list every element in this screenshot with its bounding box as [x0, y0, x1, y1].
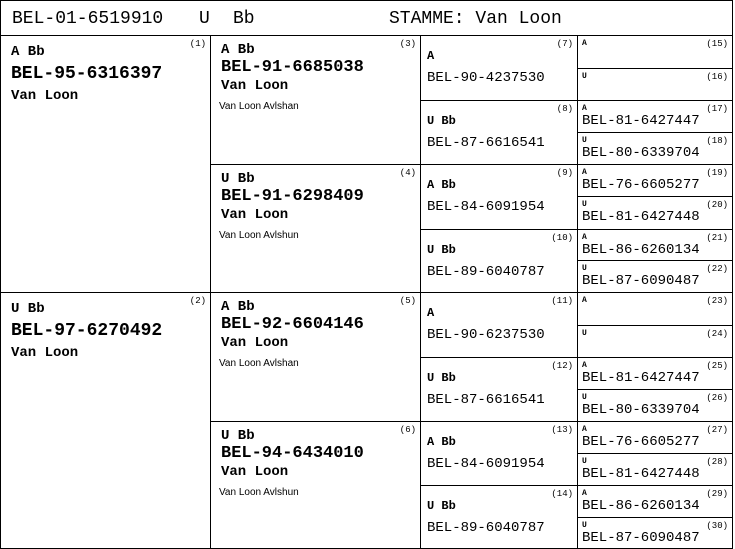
bird-ring-number: BEL-76-6605277: [582, 177, 700, 193]
bird-number: (5): [399, 296, 416, 306]
bird-cell-6: [210, 421, 421, 549]
bird-ring-number: BEL-87-6616541: [427, 392, 545, 408]
bird-number: (8): [556, 104, 573, 114]
bird-cell-26: [577, 389, 733, 422]
bird-cell-3: [210, 35, 421, 165]
bird-cell-28: [577, 453, 733, 486]
bird-sex-color: U Bb: [427, 371, 456, 385]
bird-ring-number: BEL-84-6091954: [427, 199, 545, 215]
bird-number: (14): [551, 489, 573, 499]
bird-sex: U: [582, 457, 587, 466]
bird-ring-number: BEL-87-6090487: [582, 273, 700, 289]
bird-sex: A: [582, 168, 587, 177]
bird-cell-15: [577, 35, 733, 69]
bird-sex: A: [582, 489, 587, 498]
bird-sex-color: A Bb: [221, 42, 255, 58]
bird-cell-30: [577, 517, 733, 549]
bird-note: Van Loon Avlshan: [219, 101, 299, 112]
bird-number: (20): [706, 200, 728, 210]
bird-number: (23): [706, 296, 728, 306]
bird-sex: U: [582, 136, 587, 145]
bird-cell-27: [577, 421, 733, 454]
bird-sex: A: [582, 39, 587, 48]
bird-cell-1: [0, 35, 211, 293]
bird-breeder: Van Loon: [221, 207, 289, 223]
bird-number: (17): [706, 104, 728, 114]
bird-number: (18): [706, 136, 728, 146]
bird-sex: U: [582, 200, 587, 209]
bird-ring-number: BEL-87-6616541: [427, 135, 545, 151]
bird-number: (24): [706, 329, 728, 339]
bird-cell-16: [577, 68, 733, 101]
bird-cell-11: [420, 292, 578, 358]
bird-number: (29): [706, 489, 728, 499]
subject-color: Bb: [233, 9, 255, 29]
bird-ring-number: BEL-86-6260134: [582, 498, 700, 514]
bird-cell-29: [577, 485, 733, 518]
bird-sex: A: [582, 233, 587, 242]
bird-breeder: Van Loon: [11, 345, 79, 361]
bird-ring-number: BEL-94-6434010: [221, 444, 364, 463]
bird-sex: U: [582, 264, 587, 273]
bird-sex-color: U Bb: [427, 243, 456, 257]
bird-cell-7: [420, 35, 578, 101]
bird-sex-color: A Bb: [427, 178, 456, 192]
bird-sex: A: [582, 296, 587, 305]
bird-cell-14: [420, 485, 578, 549]
bird-cell-25: [577, 357, 733, 390]
bird-ring-number: BEL-81-6427448: [582, 209, 700, 225]
bird-sex: A: [582, 104, 587, 113]
bird-number: (12): [551, 361, 573, 371]
bird-ring-number: BEL-90-6237530: [427, 327, 545, 343]
bird-number: (28): [706, 457, 728, 467]
bird-cell-12: [420, 357, 578, 422]
bird-number: (10): [551, 233, 573, 243]
bird-note: Van Loon Avlshun: [219, 230, 299, 241]
bird-number: (15): [706, 39, 728, 49]
bird-cell-18: [577, 132, 733, 165]
bird-sex-color: U Bb: [427, 499, 456, 513]
bird-number: (3): [399, 39, 416, 49]
bird-number: (25): [706, 361, 728, 371]
bird-ring-number: BEL-81-6427447: [582, 370, 700, 386]
bird-sex-color: A: [427, 49, 435, 63]
bird-number: (1): [189, 39, 206, 49]
bird-number: (4): [399, 168, 416, 178]
bird-number: (9): [556, 168, 573, 178]
bird-ring-number: BEL-80-6339704: [582, 402, 700, 418]
bird-number: (26): [706, 393, 728, 403]
bird-breeder: Van Loon: [11, 88, 79, 104]
bird-sex: U: [582, 521, 587, 530]
bird-sex: U: [582, 329, 587, 338]
bird-ring-number: BEL-81-6427448: [582, 466, 700, 482]
bird-sex-color: U Bb: [221, 171, 255, 187]
subject-stamme: STAMME: Van Loon: [389, 9, 562, 29]
bird-number: (30): [706, 521, 728, 531]
bird-cell-9: [420, 164, 578, 230]
bird-ring-number: BEL-84-6091954: [427, 456, 545, 472]
bird-breeder: Van Loon: [221, 464, 289, 480]
bird-cell-19: [577, 164, 733, 197]
bird-ring-number: BEL-95-6316397: [11, 64, 163, 84]
bird-sex: A: [582, 425, 587, 434]
bird-number: (16): [706, 72, 728, 82]
bird-note: Van Loon Avlshun: [219, 487, 299, 498]
bird-number: (2): [189, 296, 206, 306]
bird-cell-21: [577, 229, 733, 261]
bird-cell-8: [420, 100, 578, 165]
bird-number: (19): [706, 168, 728, 178]
bird-ring-number: BEL-97-6270492: [11, 321, 163, 341]
bird-sex-color: U Bb: [11, 301, 45, 317]
bird-ring-number: BEL-89-6040787: [427, 520, 545, 536]
bird-ring-number: BEL-91-6298409: [221, 187, 364, 206]
bird-cell-23: [577, 292, 733, 326]
bird-number: (6): [399, 425, 416, 435]
bird-cell-17: [577, 100, 733, 133]
bird-ring-number: BEL-90-4237530: [427, 70, 545, 86]
bird-sex: A: [582, 361, 587, 370]
bird-ring-number: BEL-80-6339704: [582, 145, 700, 161]
bird-sex-color: A Bb: [427, 435, 456, 449]
bird-ring-number: BEL-92-6604146: [221, 315, 364, 334]
bird-number: (13): [551, 425, 573, 435]
bird-number: (7): [556, 39, 573, 49]
bird-number: (11): [551, 296, 573, 306]
bird-cell-4: [210, 164, 421, 293]
bird-ring-number: BEL-87-6090487: [582, 530, 700, 546]
bird-sex-color: A Bb: [221, 299, 255, 315]
bird-sex-color: U Bb: [427, 114, 456, 128]
bird-number: (21): [706, 233, 728, 243]
bird-ring-number: BEL-91-6685038: [221, 58, 364, 77]
bird-cell-13: [420, 421, 578, 486]
bird-ring-number: BEL-76-6605277: [582, 434, 700, 450]
bird-breeder: Van Loon: [221, 78, 289, 94]
bird-sex-color: U Bb: [221, 428, 255, 444]
bird-cell-20: [577, 196, 733, 230]
bird-cell-10: [420, 229, 578, 293]
bird-breeder: Van Loon: [221, 335, 289, 351]
bird-sex-color: A: [427, 306, 435, 320]
bird-cell-5: [210, 292, 421, 422]
pedigree-header: [0, 0, 733, 36]
bird-cell-24: [577, 325, 733, 358]
bird-cell-2: [0, 292, 211, 549]
bird-ring-number: BEL-81-6427447: [582, 113, 700, 129]
bird-sex: U: [582, 393, 587, 402]
bird-number: (27): [706, 425, 728, 435]
bird-number: (22): [706, 264, 728, 274]
bird-note: Van Loon Avlshan: [219, 358, 299, 369]
bird-ring-number: BEL-86-6260134: [582, 242, 700, 258]
bird-ring-number: BEL-89-6040787: [427, 264, 545, 280]
bird-sex: U: [582, 72, 587, 81]
bird-cell-22: [577, 260, 733, 293]
bird-sex-color: A Bb: [11, 44, 45, 60]
subject-sex: U: [199, 9, 210, 29]
subject-ring-number: BEL-01-6519910: [12, 9, 164, 29]
